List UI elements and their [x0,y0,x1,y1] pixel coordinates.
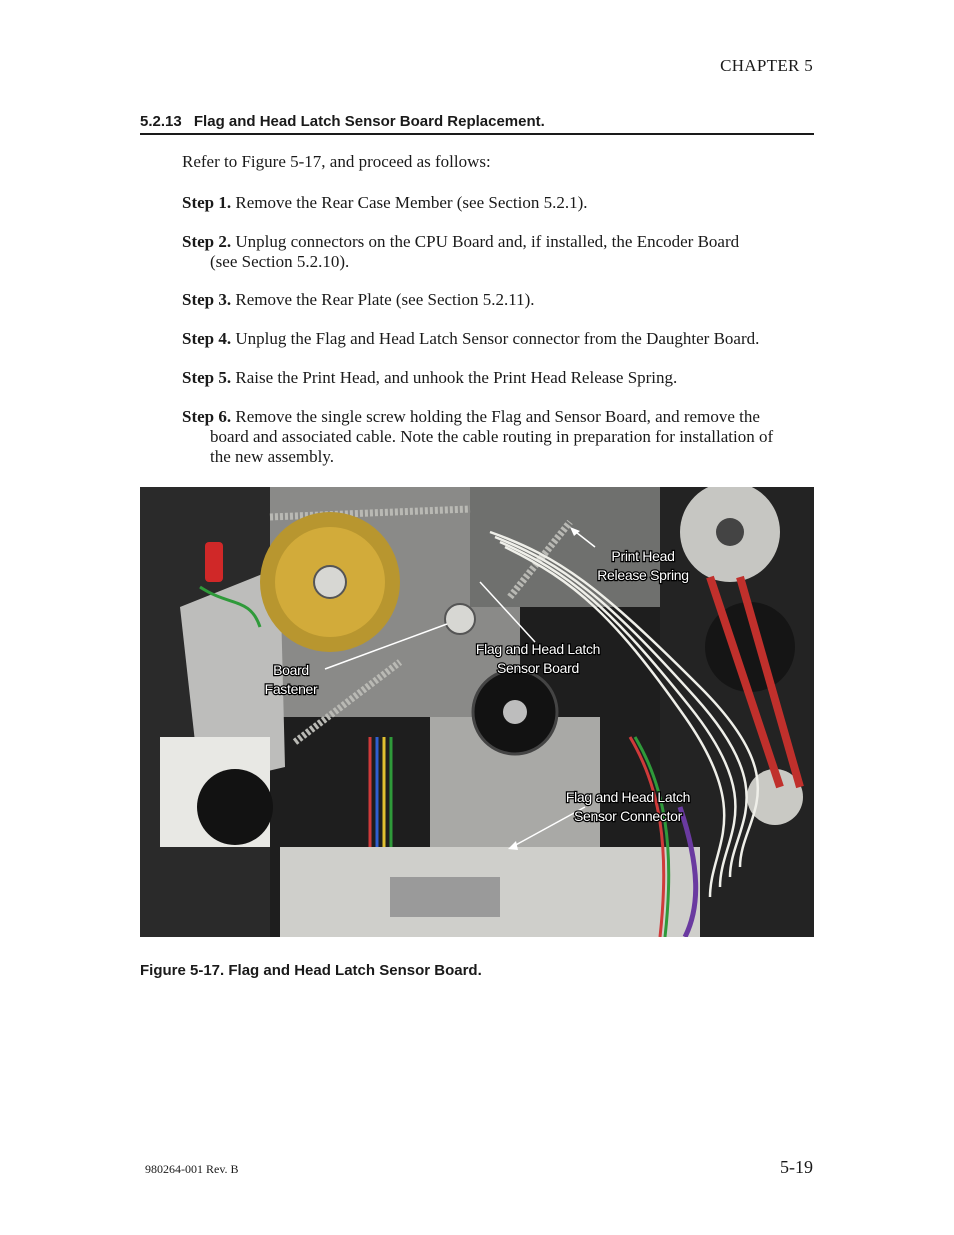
step-label: Step 4. [182,329,232,348]
step-label: Step 5. [182,368,232,387]
step-text: Remove the Rear Plate (see Section 5.2.11). [235,290,535,309]
figure-photo [140,487,814,937]
step-label: Step 3. [182,290,232,309]
step-5 [182,368,814,388]
figure-caption: Figure 5-17. Flag and Head Latch Sensor Board. [140,962,482,979]
section-heading [140,113,814,135]
step-3 [182,290,814,310]
callout-sensor-connector-line2: Sensor Connector [573,808,683,824]
callout-board-fastener-line2: Fastener [264,681,318,697]
section-number: 5.2.13 [140,113,182,130]
step-label: Step 1. [182,193,232,212]
step-4 [182,329,814,349]
step-text-continued: the new assembly. [210,447,335,466]
step-text: Remove the Rear Case Member (see Section 5.2.1). [235,193,588,212]
callout-sensor-board-line2: Sensor Board [496,660,580,676]
mechanism-photo [140,487,814,937]
intro-text: Refer to Figure 5-17, and proceed as follows: [182,152,491,171]
step-1 [182,193,814,213]
step-6 [182,407,814,467]
step-text-continued: board and associated cable. Note the cable routing in preparation for installation of [210,427,774,446]
section-title: Flag and Head Latch Sensor Board Replacement. [193,113,545,130]
callout-sensor-connector: Flag and Head Latch [565,789,691,805]
step-text: Remove the single screw holding the Flag and Sensor Board, and remove the [235,407,760,426]
step-label: Step 2. [182,232,232,251]
page-number: 5-19 [780,1157,813,1177]
step-text: Unplug the Flag and Head Latch Sensor connector from the Daughter Board. [235,329,760,348]
step-2 [182,232,814,272]
step-text: Unplug connectors on the CPU Board and, if installed, the Encoder Board [235,232,740,251]
step-text-continued: (see Section 5.2.10). [210,252,350,271]
callout-print-head-release-spring: Print Head [611,548,675,564]
step-text: Raise the Print Head, and unhook the Print Head Release Spring. [235,368,678,387]
chapter-header: CHAPTER 5 [720,56,813,75]
step-label: Step 6. [182,407,232,426]
callout-print-head-release-spring-line2: Release Spring [597,567,689,583]
callout-board-fastener: Board [273,662,309,678]
callout-sensor-board: Flag and Head Latch [475,641,601,657]
document-number: 980264-001 Rev. B [145,1162,239,1176]
